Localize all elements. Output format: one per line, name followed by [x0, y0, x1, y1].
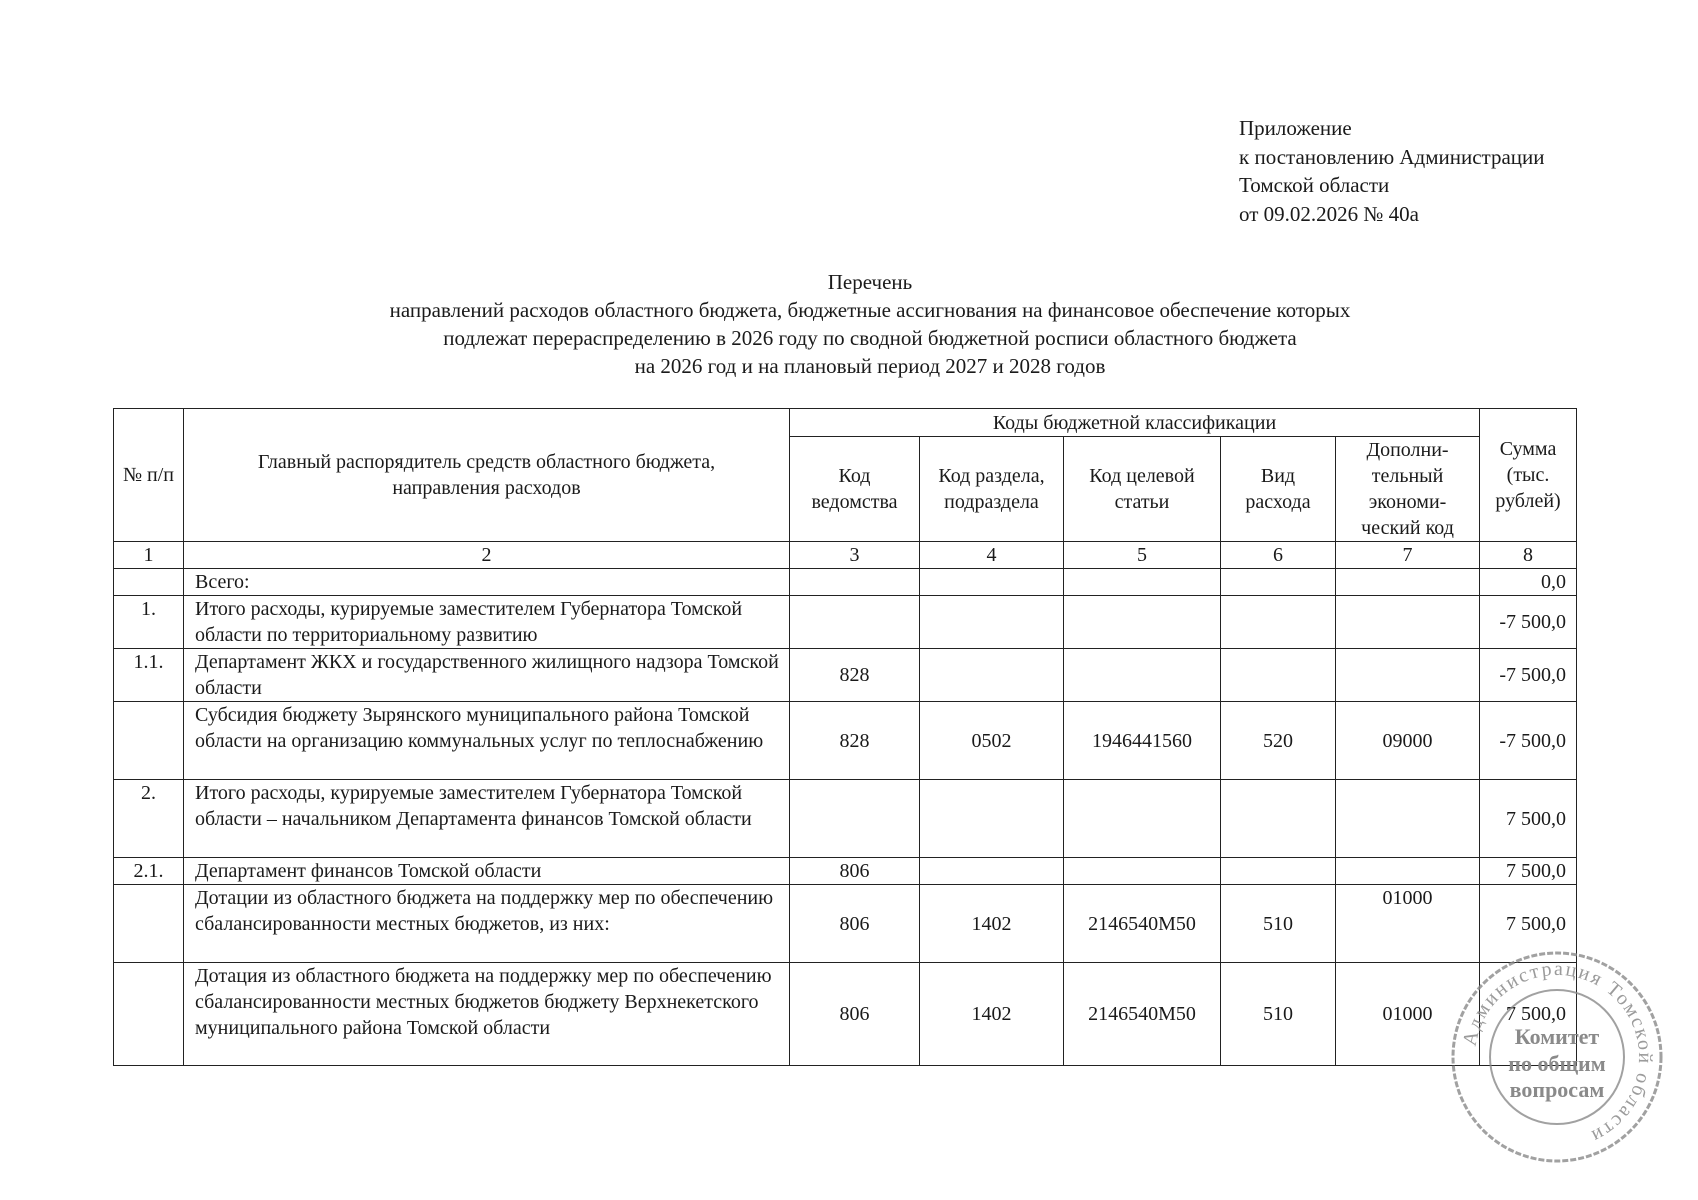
- col-number: 5: [1064, 542, 1221, 569]
- cell-target: 2146540М50: [1064, 963, 1221, 1066]
- appendix-line-3: Томской области: [1239, 173, 1390, 197]
- cell-extra: [1336, 569, 1480, 596]
- table-row: [114, 596, 1577, 649]
- cell-dept: [790, 780, 920, 858]
- cell-sum: 0,0: [1480, 569, 1577, 596]
- header-dept: Код ведомства: [790, 437, 920, 542]
- cell-name: Дотации из областного бюджета на поддержку мер по обеспечению сбалансированности местных бюджетов, из них:: [184, 885, 790, 963]
- cell-type: 520: [1221, 702, 1336, 780]
- cell-section: [920, 780, 1064, 858]
- budget-table: [113, 408, 1577, 1066]
- header-num: № п/п: [114, 409, 184, 542]
- table-row: [114, 649, 1577, 702]
- appendix-line-4: от 09.02.2026 № 40а: [1239, 201, 1420, 226]
- cell-dept: 806: [790, 885, 920, 963]
- cell-num: 1.: [114, 596, 184, 649]
- column-number-row: [114, 542, 1577, 569]
- cell-name: Департамент финансов Томской области: [184, 858, 790, 885]
- cell-extra: 09000: [1336, 702, 1480, 780]
- cell-extra: [1336, 858, 1480, 885]
- cell-target: [1064, 569, 1221, 596]
- col-number: 4: [920, 542, 1064, 569]
- header-type: Вид расхода: [1221, 437, 1336, 542]
- cell-type: [1221, 858, 1336, 885]
- stamp-line-1: Комитет: [1514, 1024, 1600, 1049]
- cell-sum: 7 500,0: [1480, 858, 1577, 885]
- cell-name: Субсидия бюджету Зырянского муниципального района Томской области на организацию коммунальных услуг по теплоснабжению: [184, 702, 790, 780]
- title-heading: Перечень: [827, 270, 913, 294]
- cell-dept: [790, 569, 920, 596]
- table-row: [114, 702, 1577, 780]
- col-number: 7: [1336, 542, 1480, 569]
- cell-dept: 828: [790, 649, 920, 702]
- table-row: [114, 885, 1577, 963]
- cell-section: [920, 569, 1064, 596]
- table-row: [114, 569, 1577, 596]
- cell-sum: 7 500,0: [1480, 780, 1577, 858]
- cell-section: 0502: [920, 702, 1064, 780]
- cell-target: [1064, 596, 1221, 649]
- appendix-block: [1239, 114, 1545, 228]
- table-row: [114, 858, 1577, 885]
- cell-sum: -7 500,0: [1480, 702, 1577, 780]
- cell-name: Итого расходы, курируемые заместителем Губернатора Томской области по территориальному развитию: [184, 596, 790, 649]
- cell-extra: 01000: [1336, 963, 1480, 1066]
- cell-dept: 828: [790, 702, 920, 780]
- header-section: Код раздела, подраздела: [920, 437, 1064, 542]
- appendix-line-2: к постановлению Администрации: [1239, 144, 1545, 169]
- cell-type: [1221, 780, 1336, 858]
- stamp-line-3: вопросам: [1509, 1077, 1605, 1102]
- table-row: [114, 963, 1577, 1066]
- cell-dept: 806: [790, 858, 920, 885]
- header-name: Главный распорядитель средств областного бюджета, направления расходов: [184, 409, 790, 542]
- col-number: 6: [1221, 542, 1336, 569]
- cell-section: 1402: [920, 885, 1064, 963]
- col-number: 3: [790, 542, 920, 569]
- table-row: [114, 780, 1577, 858]
- cell-sum: 7 500,0: [1480, 885, 1577, 963]
- cell-section: 1402: [920, 963, 1064, 1066]
- cell-sum: 7 500,0: [1480, 963, 1577, 1066]
- cell-extra: [1336, 780, 1480, 858]
- cell-extra: [1336, 649, 1480, 702]
- cell-dept: [790, 596, 920, 649]
- cell-num: [114, 885, 184, 963]
- cell-extra: 01000: [1336, 885, 1480, 963]
- header-codes-group: Коды бюджетной классификации: [790, 409, 1480, 437]
- col-number: 1: [114, 542, 184, 569]
- title-line-1: направлений расходов областного бюджета, бюджетные ассигнования на финансовое обеспечение которых: [389, 298, 1351, 322]
- cell-target: [1064, 858, 1221, 885]
- header-extra: Дополни-тельный экономи-ческий код: [1336, 437, 1480, 542]
- cell-dept: 806: [790, 963, 920, 1066]
- cell-type: [1221, 569, 1336, 596]
- cell-target: 1946441560: [1064, 702, 1221, 780]
- cell-extra: [1336, 596, 1480, 649]
- appendix-line-1: Приложение: [1239, 116, 1352, 140]
- cell-section: [920, 858, 1064, 885]
- cell-name: Дотация из областного бюджета на поддержку мер по обеспечению сбалансированности местных бюджетов бюджету Верхнекетского муниципального района Томской области: [184, 963, 790, 1066]
- title-line-3: на 2026 год и на плановый период 2027 и 2028 годов: [634, 354, 1106, 378]
- cell-num: 2.: [114, 780, 184, 858]
- cell-name: Итого расходы, курируемые заместителем Губернатора Томской области – начальником Департамента финансов Томской области: [184, 780, 790, 858]
- cell-name: Всего:: [184, 569, 790, 596]
- cell-sum: -7 500,0: [1480, 649, 1577, 702]
- stamp-ring-text: Администрация Томской области: [1458, 957, 1657, 1148]
- cell-num: 1.1.: [114, 649, 184, 702]
- cell-type: 510: [1221, 963, 1336, 1066]
- cell-name: Департамент ЖКХ и государственного жилищного надзора Томской области: [184, 649, 790, 702]
- col-number: 8: [1480, 542, 1577, 569]
- cell-section: [920, 596, 1064, 649]
- official-stamp: [1450, 950, 1664, 1164]
- stamp-line-2: по общим: [1508, 1051, 1606, 1076]
- cell-section: [920, 649, 1064, 702]
- cell-type: [1221, 649, 1336, 702]
- header-target: Код целевой статьи: [1064, 437, 1221, 542]
- cell-type: 510: [1221, 885, 1336, 963]
- cell-target: 2146540М50: [1064, 885, 1221, 963]
- cell-num: [114, 569, 184, 596]
- cell-target: [1064, 649, 1221, 702]
- cell-num: [114, 702, 184, 780]
- header-row-1: [114, 409, 1577, 437]
- document-title: [0, 268, 1698, 380]
- cell-num: 2.1.: [114, 858, 184, 885]
- header-sum: Сумма (тыс. рублей): [1480, 409, 1577, 542]
- title-line-2: подлежат перераспределению в 2026 году по сводной бюджетной росписи областного бюджета: [443, 326, 1297, 350]
- col-number: 2: [184, 542, 790, 569]
- cell-num: [114, 963, 184, 1066]
- cell-target: [1064, 780, 1221, 858]
- cell-sum: -7 500,0: [1480, 596, 1577, 649]
- cell-type: [1221, 596, 1336, 649]
